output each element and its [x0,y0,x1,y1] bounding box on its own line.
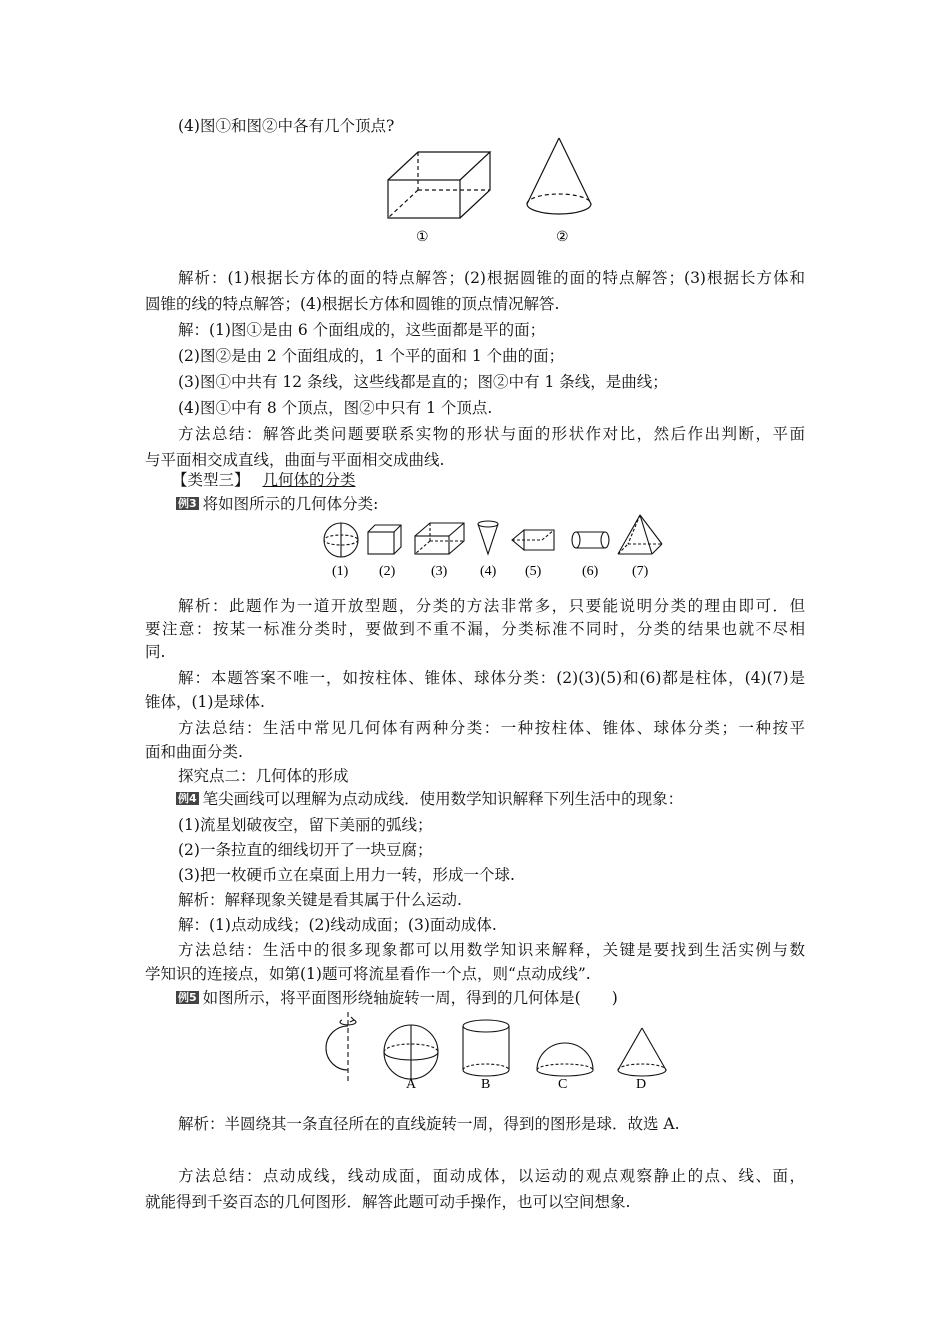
option-label: B [481,1077,491,1092]
exploration-point-2: 探究点二：几何体的形成 [178,767,349,785]
example-4-method-line2: 学知识的连接点，如第(1)题可将流星看作一个点，则“点动成线”. [145,965,591,983]
figure-label-1: ① [416,230,429,245]
solid-label: (1) [332,564,349,579]
analysis-1-line2: 圆锥的线的特点解答；(4)根据长方体和圆锥的顶点情况解答. [145,295,560,313]
solid-label: (7) [632,564,649,579]
method-3-line2: 面和曲面分类. [145,743,243,761]
solution-1-line: (4)图①中有 8 个顶点，图②中只有 1 个顶点. [178,399,493,417]
solid-5-prism [512,530,554,550]
analysis-3-line3: 同. [145,643,166,661]
solid-4-cone [478,521,498,554]
example-5 [176,988,618,1008]
question-4: (4)图①和图②中各有几个顶点? [178,117,395,135]
analysis-1-line1: 解析：(1)根据长方体的面的特点解答；(2)根据圆锥的面的特点解答；(3)根据长方体和 [178,269,805,287]
semicircle-with-axis [326,1012,356,1082]
solution-1-line: (2)图②是由 2 个面组成的，1 个平的面和 1 个曲的面； [178,347,565,365]
example-4-text: 笔尖画线可以理解为点动成线．使用数学知识解释下列生活中的现象： [202,790,684,808]
analysis-5: 解析：半圆绕其一条直径所在的直线旋转一周，得到的图形是球．故选 A. [178,1115,680,1133]
example-4-solution: 解：(1)点动成线；(2)线动成面；(3)面动成体. [178,916,497,934]
type-3-heading [172,470,355,490]
example-3 [176,494,378,514]
option-label: C [558,1077,568,1092]
solid-label: (4) [480,564,497,579]
figure-rotation-options [318,1010,678,1092]
solid-2-cube [368,525,401,554]
solution-3-line2: 锥体，(1)是球体. [145,693,265,711]
example-4-item: (1)流星划破夜空，留下美丽的弧线； [178,816,433,834]
type-3-title: 几何体的分类 [262,471,356,489]
solid-7-pyramid [618,515,662,554]
option-d-cone [618,1028,666,1076]
option-label: A [406,1077,417,1092]
example-4-item: (3)把一枚硬币立在桌面上用力一转，形成一个球. [178,866,515,884]
example-5-tag: 例5 [178,991,197,1004]
solid-label: (5) [525,564,542,579]
example-4-analysis: 解析：解释现象关键是看其属于什么运动. [178,891,462,909]
option-a-sphere [384,1025,438,1079]
option-c-hemisphere [537,1043,593,1076]
figure-seven-solids [318,512,678,584]
method-1-line2: 与平面相交成直线，曲面与平面相交成曲线. [145,451,445,469]
type-3-bracket: 【类型三】 [172,471,250,489]
example-3-tag: 例3 [178,497,197,510]
example-4 [176,789,683,809]
example-4-method-line1: 方法总结：生活中的很多现象都可以用数学知识来解释，关键是要找到生活实例与数 [178,941,805,959]
example-4-tag: 例4 [178,792,197,805]
example-4-item: (2)一条拉直的细线切开了一块豆腐； [178,841,433,859]
solution-3-line1: 解：本题答案不唯一，如按柱体、锥体、球体分类：(2)(3)(5)和(6)都是柱体，(4)(7)是 [178,669,805,687]
figure-cuboid-cone [380,135,610,250]
example-5-text: 如图所示，将平面图形绕轴旋转一周，得到的几何体是( ) [202,989,618,1007]
solid-1-sphere [324,523,358,557]
solution-1-line: 解：(1)图①是由 6 个面组成的，这些面都是平的面； [178,321,546,339]
cone-shape [527,138,591,214]
method-5-line2: 就能得到千姿百态的几何图形．解答此题可动手操作，也可以空间想象. [145,1193,631,1211]
method-1-line1: 方法总结：解答此类问题要联系实物的形状与面的形状作对比，然后作出判断，平面 [178,425,805,443]
analysis-3-line1: 解析：此题作为一道开放型题，分类的方法非常多，只要能说明分类的理由即可．但 [178,597,805,615]
solid-label: (2) [379,564,396,579]
analysis-3-line2: 要注意：按某一标准分类时，要做到不重不漏，分类标准不同时，分类的结果也就不尽相 [145,620,805,638]
solid-label: (3) [431,564,448,579]
solid-6-cylinder [572,532,609,548]
solid-3-cuboid [415,523,464,554]
figure-label-2: ② [556,230,569,245]
example-3-text: 将如图所示的几何体分类: [202,495,379,513]
method-3-line1: 方法总结：生活中常见几何体有两种分类：一种按柱体、锥体、球体分类；一种按平 [178,719,805,737]
cuboid-shape [388,152,490,218]
method-5-line1: 方法总结：点动成线，线动成面，面动成体，以运动的观点观察静止的点、线、面， [178,1167,805,1185]
solution-1-line: (3)图①中共有 12 条线，这些线都是直的；图②中有 1 条线，是曲线； [178,373,668,391]
solid-label: (6) [582,564,599,579]
option-label: D [636,1077,647,1092]
option-b-cylinder [463,1020,509,1076]
